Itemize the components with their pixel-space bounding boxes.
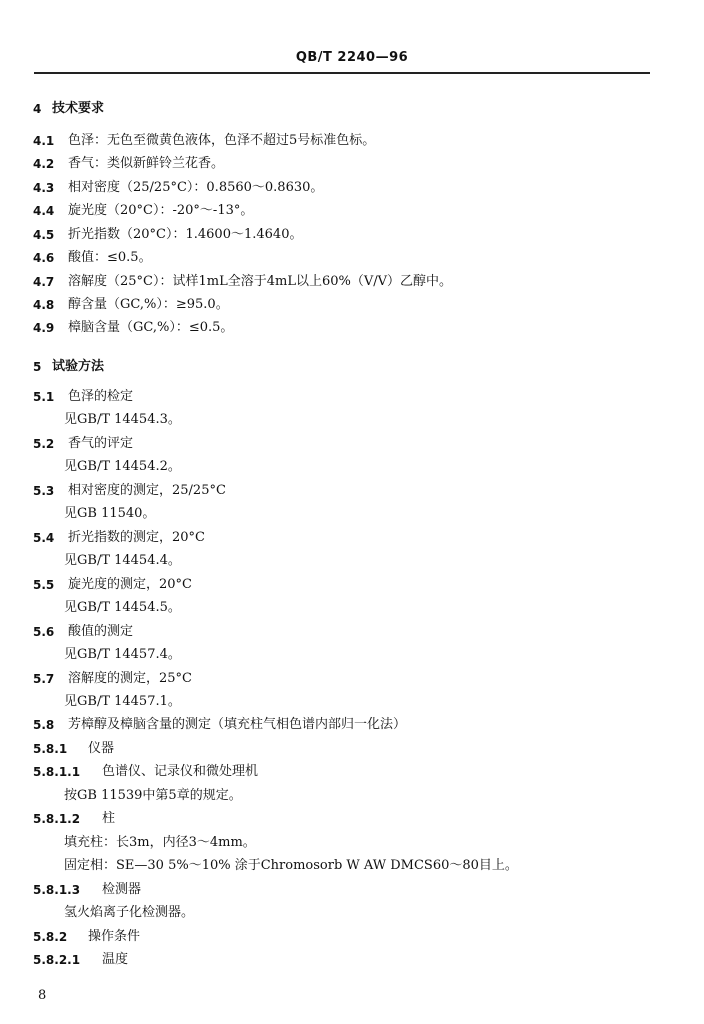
section-title: 芳樟醇及樟脑含量的测定（填充柱气相色谱内部归一化法） bbox=[68, 717, 407, 732]
section-number: 5 bbox=[33, 360, 42, 374]
section-text: 填充柱：长3m，内径3～4mm。 bbox=[64, 835, 256, 850]
section-title: 操作条件 bbox=[88, 929, 141, 944]
section-text: 见GB/T 14454.2。 bbox=[64, 459, 181, 474]
section-title: 相对密度（25/25°C）：0.8560～0.8630。 bbox=[68, 180, 324, 195]
header-rule bbox=[34, 72, 650, 74]
section-number: 4.5 bbox=[33, 228, 55, 242]
section-title: 酸值的测定 bbox=[68, 624, 134, 639]
section-number: 4.8 bbox=[33, 298, 55, 312]
section-title: 技术要求 bbox=[52, 101, 105, 116]
page-number: 8 bbox=[38, 988, 47, 1003]
section-number: 5.2 bbox=[33, 437, 55, 451]
section-text: 见GB/T 14457.1。 bbox=[64, 694, 181, 709]
section-title: 折光指数的测定，20°C bbox=[68, 530, 205, 545]
section-title: 色谱仪、记录仪和微处理机 bbox=[102, 764, 259, 779]
section-title: 折光指数（20°C）：1.4600～1.4640。 bbox=[68, 227, 303, 242]
document-header: QB/T 2240—96 bbox=[295, 50, 409, 65]
section-number: 5.8.1.1 bbox=[33, 765, 81, 779]
section-title: 香气的评定 bbox=[68, 436, 134, 451]
section-text: 按GB 11539中第5章的规定。 bbox=[64, 788, 242, 803]
section-title: 检测器 bbox=[102, 882, 142, 897]
section-number: 5.7 bbox=[33, 672, 55, 686]
section-number: 5.1 bbox=[33, 390, 55, 404]
section-number: 4.6 bbox=[33, 251, 55, 265]
section-text: 见GB/T 14454.3。 bbox=[64, 412, 181, 427]
section-text: 见GB/T 14457.4。 bbox=[64, 647, 181, 662]
section-title: 樟脑含量（GC,%）：≤0.5。 bbox=[68, 320, 234, 335]
section-number: 4 bbox=[33, 102, 42, 116]
section-title: 仪器 bbox=[88, 741, 115, 756]
section-title: 温度 bbox=[102, 952, 129, 967]
section-number: 5.6 bbox=[33, 625, 55, 639]
section-number: 4.4 bbox=[33, 204, 55, 218]
section-number: 4.1 bbox=[33, 134, 55, 148]
section-text: 见GB/T 14454.5。 bbox=[64, 600, 181, 615]
section-number: 5.3 bbox=[33, 484, 55, 498]
section-text: 氢火焰离子化检测器。 bbox=[64, 905, 195, 920]
section-number: 5.4 bbox=[33, 531, 55, 545]
section-title: 溶解度的测定，25°C bbox=[68, 671, 192, 686]
section-text: 见GB 11540。 bbox=[64, 506, 156, 521]
section-title: 旋光度的测定，20°C bbox=[68, 577, 192, 592]
section-title: 醇含量（GC,%）：≥95.0。 bbox=[68, 297, 229, 312]
section-text: 固定相：SE—30 5%～10% 涂于Chromosorb W AW DMCS60～80目上。 bbox=[64, 858, 518, 873]
section-number: 5.5 bbox=[33, 578, 55, 592]
section-number: 5.8.1.2 bbox=[33, 812, 81, 826]
section-title: 相对密度的测定，25/25°C bbox=[68, 483, 226, 498]
section-number: 5.8.1 bbox=[33, 742, 68, 756]
section-title: 溶解度（25°C）：试样1mL全溶于4mL以上60%（V/V）乙醇中。 bbox=[68, 274, 453, 289]
section-number: 5.8.2 bbox=[33, 930, 68, 944]
section-number: 4.9 bbox=[33, 321, 55, 335]
section-number: 4.2 bbox=[33, 157, 55, 171]
section-title: 色泽的检定 bbox=[68, 389, 134, 404]
section-title: 酸值：≤0.5。 bbox=[68, 250, 152, 265]
section-number: 4.3 bbox=[33, 181, 55, 195]
section-number: 5.8.2.1 bbox=[33, 953, 81, 967]
section-title: 香气：类似新鲜铃兰花香。 bbox=[68, 156, 225, 171]
section-title: 色泽：无色至微黄色液体，色泽不超过5号标准色标。 bbox=[68, 133, 376, 148]
section-number: 5.8.1.3 bbox=[33, 883, 81, 897]
section-title: 柱 bbox=[102, 811, 116, 826]
section-title: 旋光度（20°C）：-20°～-13°。 bbox=[68, 203, 254, 218]
section-title: 试验方法 bbox=[52, 359, 105, 374]
section-text: 见GB/T 14454.4。 bbox=[64, 553, 181, 568]
section-number: 5.8 bbox=[33, 718, 55, 732]
section-number: 4.7 bbox=[33, 275, 55, 289]
